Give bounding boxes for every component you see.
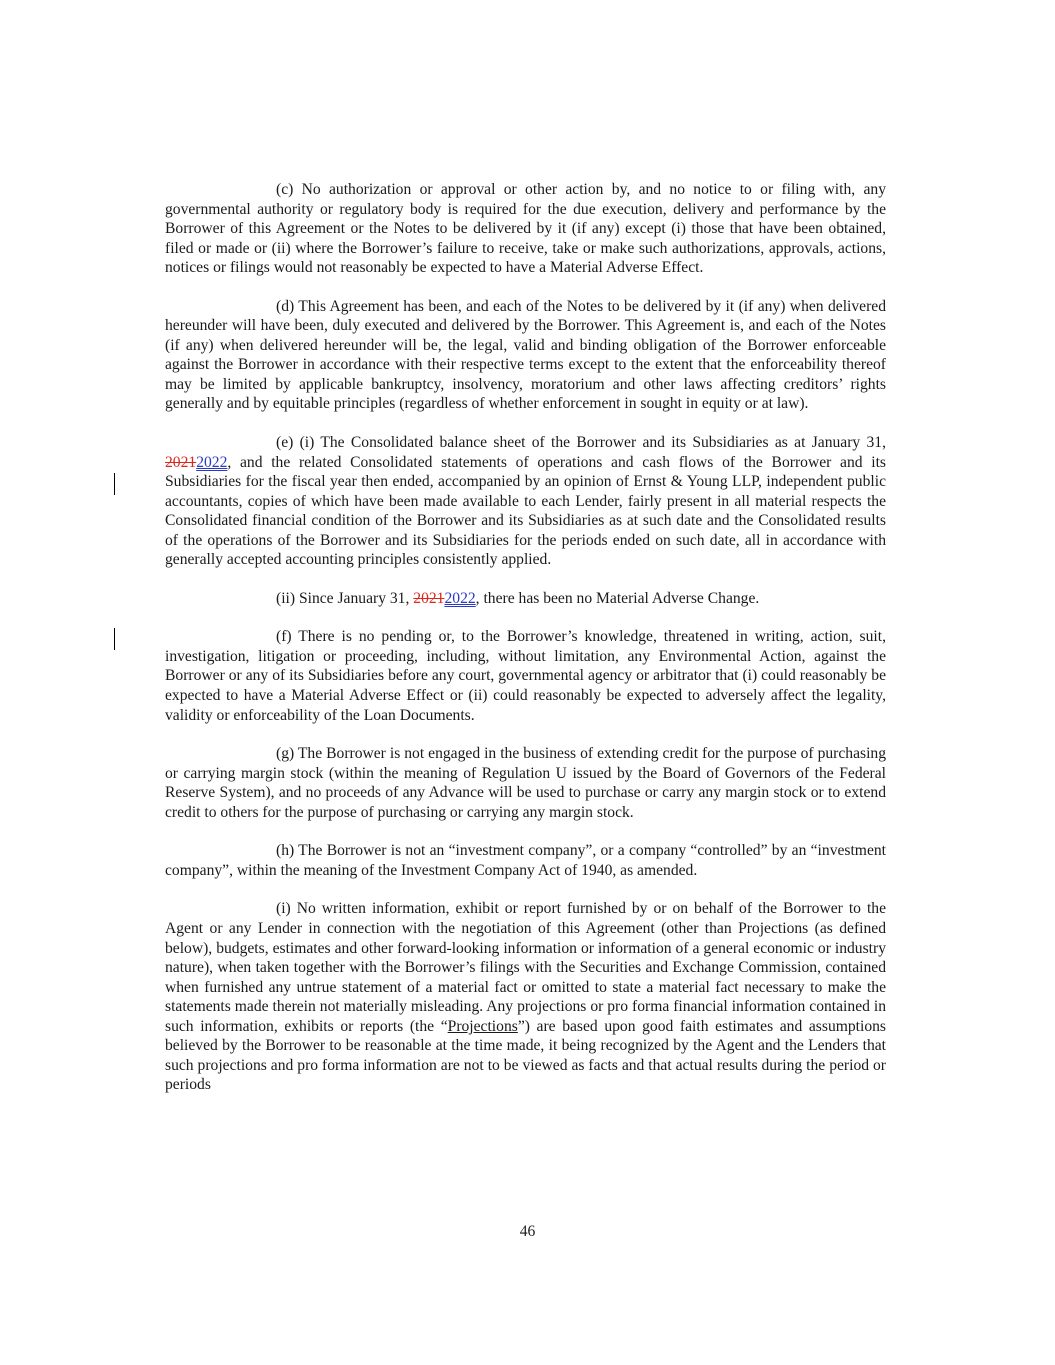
paragraph-e-ii-text-cont: , there has been no Material Adverse Change. xyxy=(475,589,760,607)
paragraph-i-text: (i) No written information, exhibit or report furnished by or on behalf of the Borrower to the Agent or any Lender in connection with the negotiation of this Agreement (other than Projections (as defined below), budgets, estimates and other forward-looking information or information of a general economic or industry nature), when taken together with the Borrower’s filings with the Securities and Exchange Commission, contained when furnished any untrue statement of a material fact or omitted to state a material fact necessary to make the statements made therein not materially misleading. Any projections or pro forma financial information contained in such information, exhibits or reports (the “ xyxy=(165,900,886,1035)
paragraph-f: (f) There is no pending or, to the Borrower’s knowledge, threatened in writing, action, suit, investigation, litigation or proceeding, including, without limitation, any Environmental Action, against the Borrower or any of its Subsidiaries before any court, governmental agency or arbitrator that (i) could reasonably be expected to have a Material Adverse Effect or (ii) could reasonably be expected to adversely affect the legality, validity or enforceability of the Loan Documents. xyxy=(165,628,886,724)
paragraph-c: (c) No authorization or approval or other action by, and no notice to or filing with, any governmental authority or regulatory body is required for the due execution, delivery and performance by the Borrower of this Agreement or the Notes to be delivered by it (if any) except (i) those that have been obtained, filed or made or (ii) where the Borrower’s failure to receive, take or make such authorizations, approvals, actions, notices or filings would not reasonably be expected to have a Material Adverse Effect. xyxy=(165,181,886,277)
deleted-year: 2021 xyxy=(165,453,197,471)
paragraph-e-i-text-cont: , and the related Consolidated statements of operations and cash flows of the Borrower and its Subsidiaries for the fiscal year then ended, accompanied by an opinion of Ernst & Young LLP, independent public accountants, copies of which have been made available to each Lender, fairly present in all material respects the Consolidated financial condition of the Borrower and its Subsidiaries as at such date and the Consolidated results of the operations of the Borrower and its Subsidiaries for the periods ended on such date, all in accordance with generally accepted accounting principles consistently applied. xyxy=(165,453,886,569)
body-text xyxy=(165,180,886,1095)
inserted-year: 2022 xyxy=(196,453,228,471)
defined-term-projections: Projections xyxy=(447,1017,518,1035)
paragraph-e-ii xyxy=(165,589,886,609)
paragraph-i-text-cont: ”) are based upon good faith estimates and assumptions believed by the Borrower to be reasonable at the time made, it being recognized by the Agent and the Lenders that such projections and pro forma information are not to be viewed as facts and that actual results during the period or periods xyxy=(165,1017,886,1094)
revision-change-bar xyxy=(114,628,115,650)
revision-change-bar xyxy=(114,473,115,495)
paragraph-i xyxy=(165,899,886,1094)
paragraph-h: (h) The Borrower is not an “investment company”, or a company “controlled” by an “investment company”, within the meaning of the Investment Company Act of 1940, as amended. xyxy=(165,842,886,879)
deleted-year: 2021 xyxy=(413,589,445,607)
paragraph-g: (g) The Borrower is not engaged in the business of extending credit for the purpose of purchasing or carrying margin stock (within the meaning of Regulation U issued by the Board of Governors of the Federal Reserve System), and no proceeds of any Advance will be used to purchase or carry any margin stock or to extend credit to others for the purpose of purchasing or carrying any margin stock. xyxy=(165,745,886,821)
paragraph-e-i xyxy=(165,433,886,570)
paragraph-e-i-text: (e) (i) The Consolidated balance sheet of the Borrower and its Subsidiaries as at January 31, xyxy=(276,434,886,452)
paragraph-e-ii-text: (ii) Since January 31, xyxy=(276,589,414,607)
paragraph-d: (d) This Agreement has been, and each of the Notes to be delivered by it (if any) when delivered hereunder will have been, duly executed and delivered by the Borrower. This Agreement is, and each of the Notes (if any) when delivered hereunder will be, the legal, valid and binding obligation of the Borrower enforceable against the Borrower in accordance with their respective terms except to the extent that the enforceability thereof may be limited by applicable bankruptcy, insolvency, moratorium and other laws affecting creditors’ rights generally and by equitable principles (regardless of whether enforcement in sought in equity or at law). xyxy=(165,297,886,413)
inserted-year: 2022 xyxy=(444,589,476,607)
page-number: 46 xyxy=(519,1223,536,1240)
